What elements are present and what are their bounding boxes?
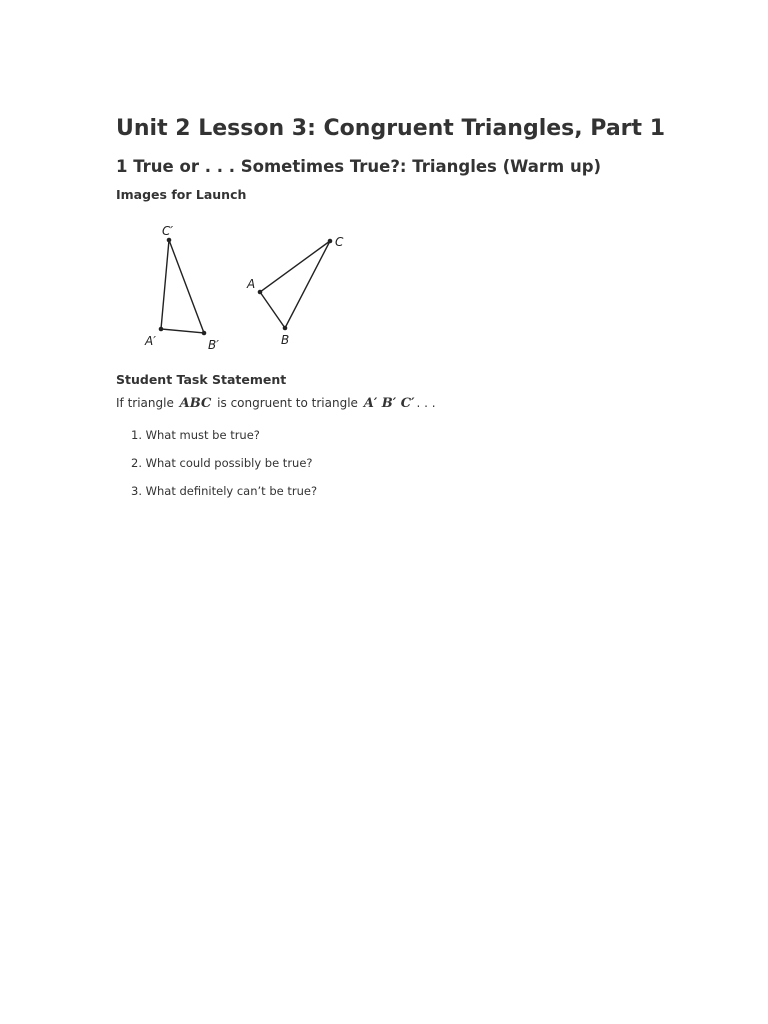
point-a-prime (159, 327, 164, 332)
statement-prefix: If triangle (116, 396, 174, 410)
label-a-prime: A′ (145, 334, 156, 348)
list-item (116, 484, 317, 512)
label-a: A (247, 277, 256, 291)
question-number: 3. (131, 484, 142, 498)
label-c: C (335, 235, 344, 249)
point-a (258, 290, 263, 295)
point-b-prime (202, 331, 207, 336)
question-text: What must be true? (145, 428, 260, 442)
point-b (283, 326, 288, 331)
list-item (116, 456, 317, 484)
point-c-prime (167, 238, 172, 243)
triangle-abc (260, 241, 330, 328)
triangles-figure (140, 216, 380, 356)
triangle-a-prime-b-prime-c-prime (161, 240, 204, 333)
question-number: 2. (131, 456, 142, 470)
task-heading: Student Task Statement (116, 372, 287, 387)
section-title: 1 True or . . . Sometimes True?: Triangles (Warm up) (116, 157, 602, 176)
triangle-abc-math: ABC (179, 396, 212, 411)
page-title: Unit 2 Lesson 3: Congruent Triangles, Part 1 (116, 116, 666, 141)
label-b: B (281, 333, 290, 347)
question-number: 1. (131, 428, 142, 442)
label-c-prime: C′ (162, 224, 174, 238)
triangle-prime-math: A′ B′ C′ (363, 396, 415, 411)
question-list (116, 428, 317, 512)
list-item (116, 428, 317, 456)
task-statement (116, 396, 436, 411)
statement-suffix: . . . (416, 396, 436, 410)
label-b-prime: B′ (208, 338, 219, 352)
point-c (328, 239, 333, 244)
images-heading: Images for Launch (116, 187, 247, 202)
statement-middle: is congruent to triangle (217, 396, 358, 410)
question-text: What definitely can’t be true? (145, 484, 318, 498)
question-text: What could possibly be true? (145, 456, 313, 470)
